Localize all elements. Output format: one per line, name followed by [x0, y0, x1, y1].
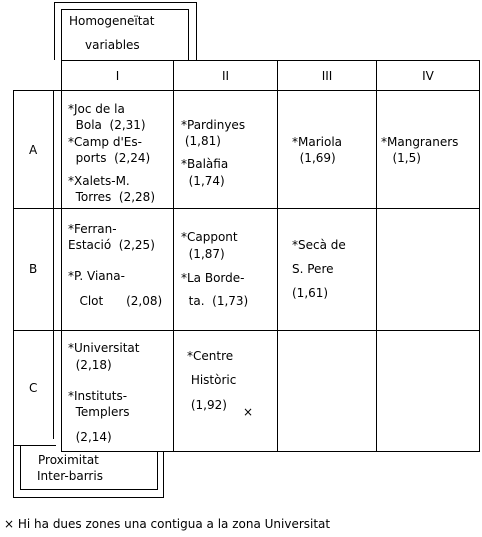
bottom-legend-inner-right [157, 452, 158, 490]
cell-a2-line1: *Pardinyes [181, 118, 246, 132]
grid-row-line-ab [13, 208, 480, 209]
cell-c2-line1: *Centre [187, 349, 234, 363]
bottom-legend-line2: Inter-barris [37, 469, 103, 483]
cell-b1-line3: *P. Viana- [68, 269, 125, 283]
cell-c1-line5: (2,14) [68, 430, 112, 444]
row-header-b: B [29, 262, 38, 276]
grid-top-line [61, 60, 480, 61]
top-legend-inner-top [61, 9, 189, 10]
bottom-legend-inner-left [20, 445, 21, 490]
cell-a4-line1: *Mangraners [381, 135, 459, 149]
cell-a2-line4: (1,74) [181, 174, 225, 188]
cell-a1-line4: ports (2,24) [68, 151, 151, 165]
cell-b3-line2: S. Pere [292, 262, 334, 276]
cell-a1-line1: *Joc de la [68, 102, 125, 116]
footnote: × Hi ha dues zones una contigua a la zona Universitat [4, 517, 331, 531]
cell-b2-line3: *La Borde- [181, 271, 245, 285]
grid-header-bottom-line [13, 90, 480, 91]
cell-a1-line5: *Xalets-M. [68, 174, 130, 188]
cell-c2-line2: Històric [187, 373, 237, 387]
grid-right-line [479, 60, 480, 452]
grid-col-line-4 [376, 60, 377, 452]
top-legend-outer-right [196, 2, 197, 60]
cell-a1-line3: *Camp d'Es- [68, 135, 142, 149]
cell-c2-line3: (1,92) [187, 398, 227, 412]
column-header-2: II [221, 69, 230, 83]
column-header-4: IV [422, 69, 434, 83]
bottom-legend-line1: Proximitat [38, 453, 99, 467]
cell-b2-line2: (1,87) [181, 247, 225, 261]
cell-b3-line3: (1,61) [292, 286, 329, 300]
top-legend-line2: variables [85, 38, 140, 52]
bottom-legend-inner-bottom [20, 489, 158, 490]
cell-b1-line2: Estació (2,25) [68, 238, 155, 252]
column-header-1: I [115, 69, 120, 83]
cell-a2-line3: *Balàfia [181, 157, 229, 171]
cell-c1-line2: (2,18) [68, 358, 112, 372]
cell-c1-line3: *Instituts- [68, 389, 128, 403]
top-legend-line1: Homogeneïtat [69, 14, 155, 28]
top-legend-outer-top [54, 2, 197, 3]
row-header-c: C [29, 381, 38, 395]
cell-c1-line1: *Universitat [68, 341, 140, 355]
cell-c1-line4: Templers [68, 405, 130, 419]
cell-a1-line6: Torres (2,28) [68, 190, 155, 204]
grid-col-line-1 [61, 60, 62, 452]
cell-a3-line2: (1,69) [292, 151, 336, 165]
cell-b1-line4: Clot (2,08) [68, 294, 163, 308]
cell-a4-line2: (1,5) [381, 151, 421, 165]
column-header-3: III [321, 69, 333, 83]
top-legend-inner-right [188, 9, 189, 60]
bottom-legend-outer-bottom [13, 497, 164, 498]
top-legend-outer-left [54, 2, 55, 60]
bottom-legend-outer-right [163, 452, 164, 498]
cell-b3-line1: *Secà de [292, 238, 346, 252]
grid-left-outer-line [13, 90, 14, 498]
cell-b2-line4: ta. (1,73) [181, 294, 249, 308]
cell-a2-line2: (1,81) [181, 134, 221, 148]
grid-bottom-line [61, 451, 480, 452]
grid-left-inner-line [53, 90, 54, 439]
cell-a3-line1: *Mariola [292, 135, 343, 149]
grid-col-line-3 [277, 60, 278, 452]
grid-row-line-bc [13, 330, 480, 331]
cross-marker: × [243, 405, 254, 419]
cell-b2-line1: *Cappont [181, 230, 238, 244]
cell-b1-line1: *Ferran- [68, 222, 117, 236]
cell-a1-line2: Bola (2,31) [68, 118, 146, 132]
top-legend-inner-left [61, 9, 62, 60]
grid-col-line-2 [173, 60, 174, 452]
row-header-a: A [29, 143, 38, 157]
